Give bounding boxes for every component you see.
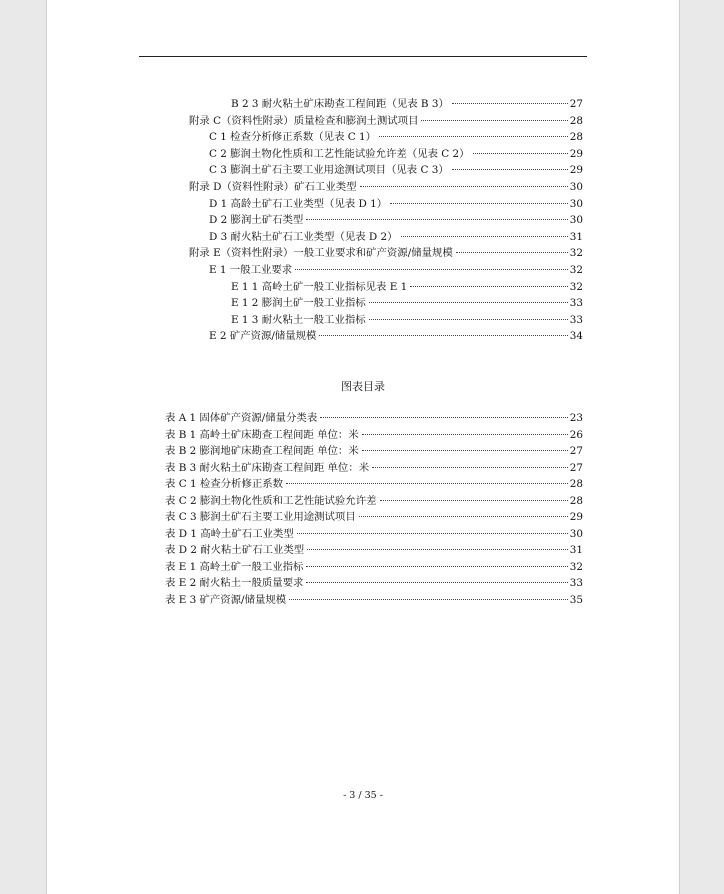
entry-title: 表 D 1 高岭土矿石工业类型 (165, 527, 294, 540)
leader-dots (452, 103, 568, 104)
figure-entry[interactable] (165, 476, 583, 492)
figure-entry[interactable] (165, 542, 583, 558)
entry-title: 表 E 1 高岭土矿一般工业指标 (165, 560, 304, 573)
entry-title: E 1 3 耐火粘土一般工业指标 (231, 313, 366, 326)
leader-dots (372, 467, 568, 468)
leader-dots (297, 533, 568, 534)
page-footer: - 3 / 35 - (343, 790, 383, 801)
leader-dots (473, 153, 568, 154)
leader-dots (306, 582, 567, 583)
entry-title: E 1 1 高岭土矿一般工业指标见表 E 1 (231, 280, 408, 293)
figure-entry[interactable] (165, 493, 583, 509)
entry-title: B 2 3 耐火粘土矿床勘查工程间距（见表 B 3） (231, 98, 449, 110)
page-number: 31 (569, 544, 583, 556)
toc-entry[interactable] (209, 146, 583, 162)
entry-title: 附录 E（资料性附录）一般工业要求和矿产资源/储量规模 (189, 247, 453, 260)
page-number: 32 (569, 280, 583, 293)
page-number: 23 (569, 412, 583, 424)
toc-entry[interactable] (209, 229, 583, 245)
page-number: 34 (569, 330, 583, 343)
figure-entry[interactable] (165, 592, 583, 608)
leader-dots (369, 319, 568, 320)
leader-dots (369, 302, 568, 303)
entry-title: E 1 一般工业要求 (209, 264, 293, 276)
figure-entry[interactable] (165, 427, 583, 443)
entry-title: 表 B 2 膨润地矿床勘查工程间距 单位：米 (165, 445, 359, 457)
entry-title: D 3 耐火粘土矿石工业类型（见表 D 2） (209, 230, 398, 243)
toc-entry[interactable] (189, 179, 583, 195)
page-number: 30 (569, 181, 583, 193)
page-number: 28 (569, 494, 583, 507)
entry-title: E 2 矿产资源/储量规模 (209, 330, 317, 343)
entry-title: 附录 D（资料性附录）矿石工业类型 (189, 181, 357, 193)
page-number: 30 (569, 527, 583, 540)
entry-title: 表 C 3 膨润土矿石主要工业用途测试项目 (165, 511, 356, 523)
page-number: 33 (569, 313, 583, 326)
leader-dots (452, 169, 568, 170)
entry-title: 表 C 2 膨润土物化性质和工艺性能试验允许差 (165, 494, 377, 507)
entry-title: 附录 C（资料性附录）质量检查和膨润土测试项目 (189, 114, 419, 127)
leader-dots (401, 236, 568, 237)
figure-entry[interactable] (165, 526, 583, 542)
figure-entry[interactable] (165, 443, 583, 459)
figures-heading: 图表目录 (341, 380, 385, 393)
leader-dots (390, 203, 568, 204)
leader-dots (359, 516, 568, 517)
page-number: 30 (569, 214, 583, 227)
page-number: 32 (569, 247, 583, 260)
toc-entry[interactable] (209, 196, 583, 212)
page-number: 27 (569, 461, 583, 474)
entry-title: 表 C 1 检查分析修正系数 (165, 478, 283, 490)
header-rule (139, 56, 587, 57)
toc-entry[interactable] (209, 129, 583, 145)
leader-dots (456, 252, 568, 253)
entry-title: 表 A 1 固体矿产资源/储量分类表 (165, 412, 318, 424)
entry-title: 表 B 1 高岭土矿床勘查工程间距 单位：米 (165, 428, 359, 441)
leader-dots (286, 483, 568, 484)
leader-dots (380, 500, 568, 501)
entry-title: C 2 膨润土物化性质和工艺性能试验允许差（见表 C 2） (209, 147, 470, 160)
page-number: 27 (569, 98, 583, 110)
leader-dots (295, 269, 568, 270)
figure-entry[interactable] (165, 509, 583, 525)
page-number: 28 (569, 131, 583, 144)
leader-dots (319, 335, 567, 336)
toc-entry[interactable] (209, 328, 583, 344)
entry-title: 表 B 3 耐火粘土矿床勘查工程间距 单位：米 (165, 461, 370, 474)
toc-entry[interactable] (189, 113, 583, 129)
leader-dots (306, 566, 567, 567)
figure-entry[interactable] (165, 559, 583, 575)
leader-dots (320, 417, 568, 418)
page-number: 35 (569, 593, 583, 606)
leader-dots (362, 434, 568, 435)
toc-entry[interactable] (231, 312, 583, 328)
figure-entry[interactable] (165, 410, 583, 426)
entry-title: 表 E 3 矿产资源/储量规模 (165, 593, 287, 606)
page-number: 33 (569, 577, 583, 589)
toc-entry[interactable] (231, 295, 583, 311)
toc-entry[interactable] (209, 262, 583, 278)
leader-dots (410, 286, 568, 287)
figure-entry[interactable] (165, 575, 583, 591)
page-number: 28 (569, 478, 583, 490)
leader-dots (289, 599, 568, 600)
entry-title: C 1 检查分析修正系数（见表 C 1） (209, 131, 377, 144)
page-number: 32 (569, 264, 583, 276)
page-number: 28 (569, 114, 583, 127)
toc-entry[interactable] (209, 212, 583, 228)
leader-dots (421, 120, 567, 121)
toc-entry[interactable] (231, 279, 583, 295)
leader-dots (360, 186, 568, 187)
entry-title: E 1 2 膨润土矿一般工业指标 (231, 297, 366, 310)
page-number: 29 (569, 147, 583, 160)
page-number: 31 (569, 230, 583, 243)
toc-entry[interactable] (231, 96, 583, 112)
page-number: 32 (569, 560, 583, 573)
figure-entry[interactable] (165, 460, 583, 476)
entry-title: 表 D 2 耐火粘土矿石工业类型 (165, 544, 305, 556)
page-number: 27 (569, 445, 583, 457)
entry-title: C 3 膨润土矿石主要工业用途测试项目（见表 C 3） (209, 164, 449, 177)
toc-entry[interactable] (209, 162, 583, 178)
page-number: 29 (569, 164, 583, 177)
leader-dots (362, 450, 568, 451)
document-page (46, 0, 680, 894)
leader-dots (379, 136, 568, 137)
page-number: 30 (569, 197, 583, 210)
leader-dots (307, 549, 568, 550)
entry-title: D 2 膨润土矿石类型 (209, 214, 304, 227)
entry-title: D 1 高龄土矿石工业类型（见表 D 1） (209, 197, 388, 210)
page-number: 29 (569, 511, 583, 523)
page-number: 26 (569, 428, 583, 441)
leader-dots (306, 219, 567, 220)
entry-title: 表 E 2 耐火粘土一般质量要求 (165, 577, 304, 589)
page-number: 33 (569, 297, 583, 310)
toc-entry[interactable] (189, 245, 583, 261)
